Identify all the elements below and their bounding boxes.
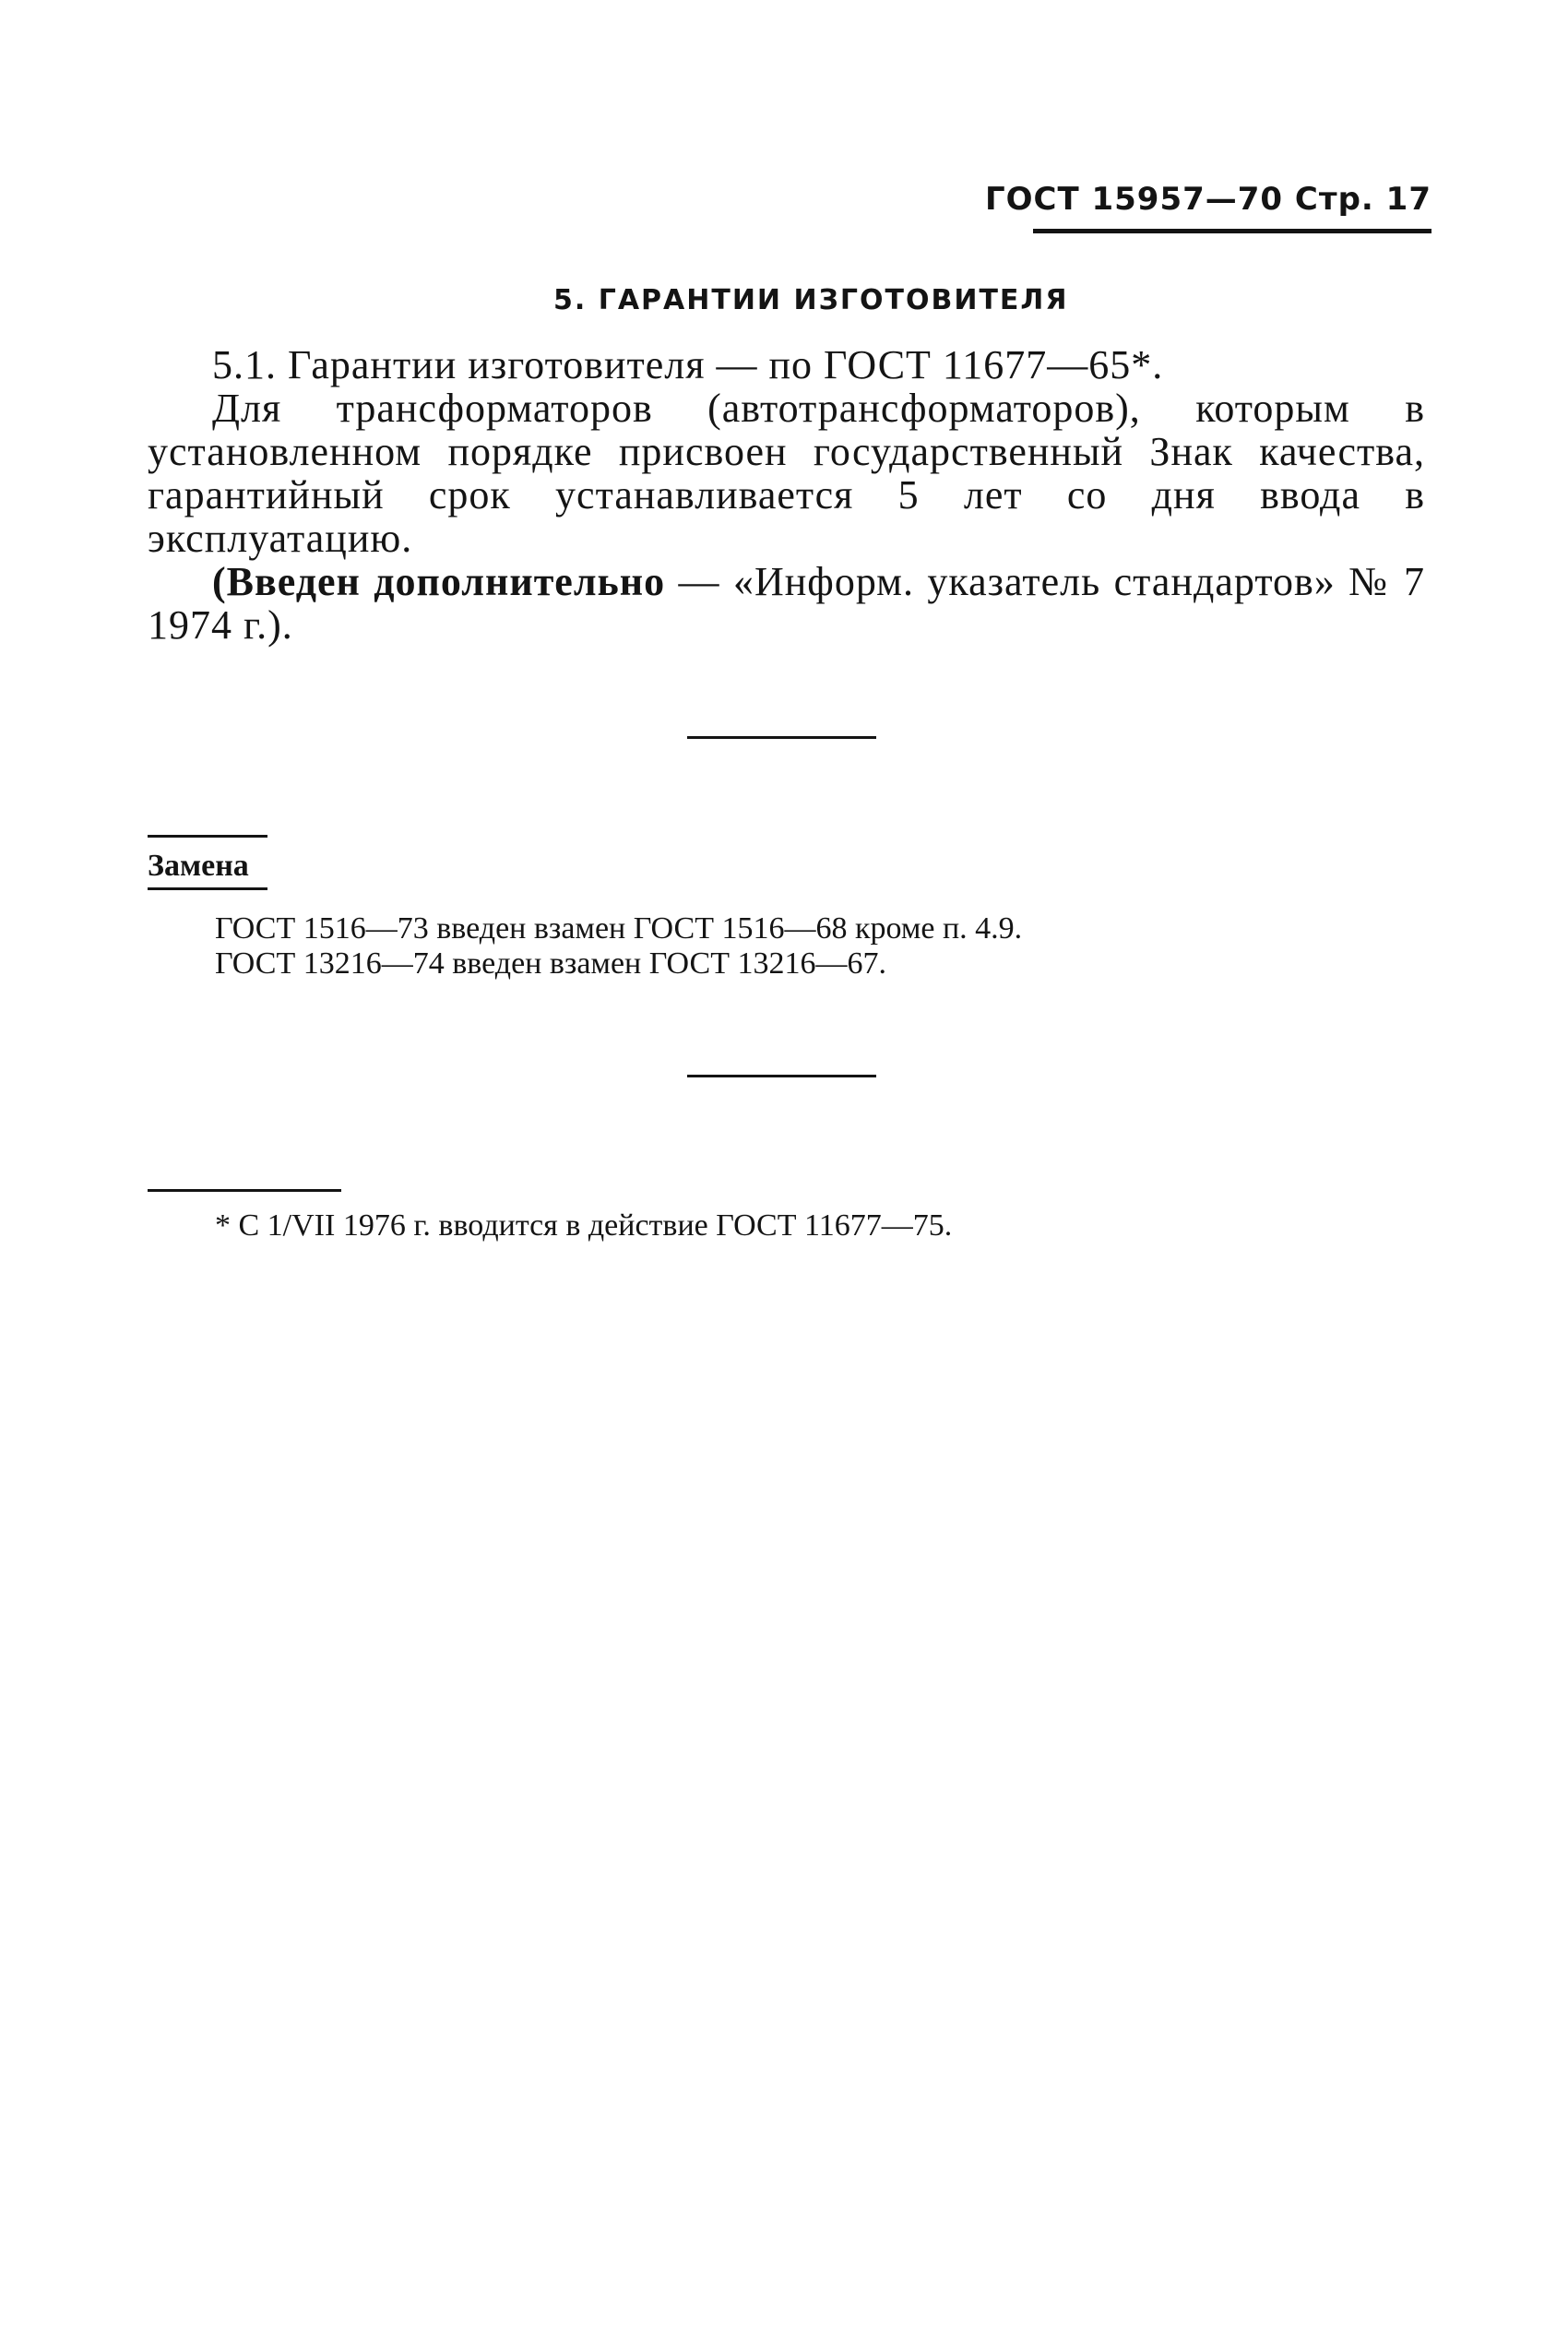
footnote: * С 1/VII 1976 г. вводится в действие ГОСТ 11677—75. [215,1208,953,1243]
separator-line-2 [687,1075,876,1077]
paragraph-quality-mark: Для трансформаторов (автотрансформаторов), которым в установленном порядке присвоен государственный Знак качества, гарантийный срок устанавливается 5 лет со дня ввода в эксплуатацию. [148,386,1425,561]
zamena-line: ГОСТ 13216—74 введен взамен ГОСТ 13216—67. [215,946,886,981]
zamena-list [215,911,1022,982]
section-title: 5. ГАРАНТИИ ИЗГОТОВИТЕЛЯ [553,284,1069,316]
zamena-top-rule [148,835,267,838]
zamena-label: Замена [148,849,249,883]
zamena-line: ГОСТ 1516—73 введен взамен ГОСТ 1516—68 кроме п. 4.9. [215,911,1023,946]
zamena-bottom-rule [148,887,267,890]
paragraph-5-1: 5.1. Гарантии изготовителя — по ГОСТ 11677—65*. [212,342,1164,387]
paragraph-amendment-note [148,560,1425,647]
section-body [148,343,1425,647]
footnote-rule [148,1189,341,1192]
header-rule [1033,229,1431,233]
separator-line-1 [687,736,876,739]
page-header: ГОСТ 15957—70 Стр. 17 [984,181,1431,218]
amendment-bold-text: (Введен дополнительно [212,559,666,604]
amendment-rest-text: — «Информ. указатель стандартов» № 7 1974 г.). [148,559,1425,648]
